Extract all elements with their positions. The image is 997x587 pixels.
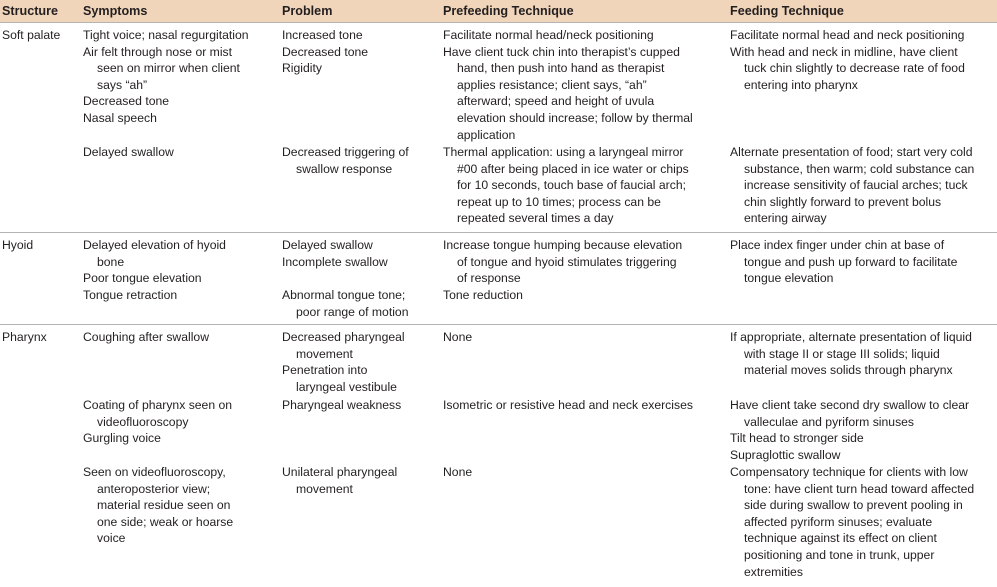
cell-line: of response xyxy=(457,271,521,286)
cell-line: laryngeal vestibule xyxy=(296,379,397,394)
cell-line: Decreased pharyngeal xyxy=(282,330,405,344)
cell-line: repeat up to 10 times; process can be xyxy=(457,194,661,209)
cell-line: with stage II or stage III solids; liquid xyxy=(744,346,940,361)
cell-line: Compensatory technique for clients with low xyxy=(730,465,968,479)
cell-line: tone: have client turn head toward affected xyxy=(744,481,975,496)
cell-line: Facilitate normal head and neck positioning xyxy=(730,28,965,42)
cell-line: Increased tone xyxy=(282,28,363,42)
cell-line: extremities xyxy=(744,564,803,579)
cell-line: Seen on videofluoroscopy, xyxy=(83,465,226,479)
cell-line: tongue elevation xyxy=(744,271,834,286)
cell-line: Tight voice; nasal regurgitation xyxy=(83,28,249,42)
header-prefeeding: Prefeeding Technique xyxy=(443,4,574,18)
cell-line: Facilitate normal head/neck positioning xyxy=(443,28,654,42)
cell-line: bone xyxy=(97,254,125,269)
cell-line: tuck chin slightly to decrease rate of food xyxy=(744,61,965,76)
cell-line: Tongue retraction xyxy=(83,287,178,302)
cell-line: Air felt through nose or mist xyxy=(83,44,233,59)
header-problem: Problem xyxy=(282,4,333,18)
cell-line: Penetration into xyxy=(282,363,368,378)
structure-label: Soft palate xyxy=(2,28,61,42)
cell-line: poor range of motion xyxy=(296,304,409,319)
cell-line: affected pyriform sinuses; evaluate xyxy=(744,514,933,529)
cell-line: application xyxy=(457,127,516,142)
cell-line: Alternate presentation of food; start very cold xyxy=(730,145,973,159)
cell-line: says “ah” xyxy=(97,77,148,92)
cell-line: Have client tuck chin into therapist’s cupped xyxy=(443,44,680,59)
cell-line: Tilt head to stronger side xyxy=(730,431,864,446)
structure-label: Hyoid xyxy=(2,238,34,252)
cell-line: Increase tongue humping because elevation xyxy=(443,238,683,252)
cell-line: #00 after being placed in ice water or chips xyxy=(457,161,689,176)
header-structure: Structure xyxy=(2,4,58,18)
structure-label: Pharynx xyxy=(2,330,47,344)
cell-line: Decreased triggering of xyxy=(282,145,409,159)
cell-line: of tongue and hyoid stimulates triggering xyxy=(457,254,677,269)
cell-line: Thermal application: using a laryngeal mirror xyxy=(443,145,684,159)
cell-line: chin slightly forward to prevent bolus xyxy=(744,194,942,209)
cell-line: applies resistance; client says, “ah” xyxy=(457,77,647,92)
cell-line: Decreased tone xyxy=(282,44,369,59)
cell-line: movement xyxy=(296,346,353,361)
cell-line: Coating of pharynx seen on xyxy=(83,398,233,412)
cell-line: material residue seen on xyxy=(97,498,231,513)
cell-line: one side; weak or hoarse xyxy=(97,514,234,529)
cell-line: movement xyxy=(296,481,353,496)
cell-line: Nasal speech xyxy=(83,111,157,125)
cell-line: voice xyxy=(97,531,126,546)
header-feeding: Feeding Technique xyxy=(730,4,844,18)
cell-line: increase sensitivity of faucial arches; tuck xyxy=(744,178,968,193)
cell-line: Abnormal tongue tone; xyxy=(282,288,406,302)
cell-line: substance, then warm; cold substance can xyxy=(744,161,975,176)
cell-line: Tone reduction xyxy=(443,288,523,302)
cell-line: Poor tongue elevation xyxy=(83,271,202,286)
cell-line: hand, then push into hand as therapist xyxy=(457,61,665,76)
cell-line: Delayed swallow xyxy=(83,145,174,159)
cell-line: None xyxy=(443,330,473,344)
cell-line: Have client take second dry swallow to clear xyxy=(730,398,970,412)
cell-line: Delayed swallow xyxy=(282,238,373,252)
cell-line: tongue and push up forward to facilitate xyxy=(744,254,958,269)
cell-line: anteroposterior view; xyxy=(97,481,211,496)
cell-line: afterward; speed and height of uvula xyxy=(457,94,655,109)
cell-line: Delayed elevation of hyoid xyxy=(83,238,226,252)
cell-line: for 10 seconds, touch base of faucial arch; xyxy=(457,178,686,193)
cell-line: videofluoroscopy xyxy=(97,414,189,429)
row-divider xyxy=(0,232,997,233)
cell-line: repeated several times a day xyxy=(457,211,614,226)
header-symptoms: Symptoms xyxy=(83,4,148,18)
cell-line: side during swallow to prevent pooling in xyxy=(744,498,963,513)
cell-line: If appropriate, alternate presentation of liquid xyxy=(730,330,972,344)
cell-line: seen on mirror when client xyxy=(97,61,240,76)
header-divider xyxy=(0,22,997,23)
cell-line: Supraglottic swallow xyxy=(730,447,841,462)
cell-line: material moves solids through pharynx xyxy=(744,363,953,378)
cell-line: swallow response xyxy=(296,161,393,176)
cell-line: elevation should increase; follow by thermal xyxy=(457,111,693,125)
cell-line: entering into pharynx xyxy=(744,77,858,92)
cell-line: Coughing after swallow xyxy=(83,330,210,344)
cell-line: technique against its effect on client xyxy=(744,531,937,546)
cell-line: Place index finger under chin at base of xyxy=(730,238,945,252)
cell-line: Incomplete swallow xyxy=(282,254,388,269)
cell-line: positioning and tone in trunk, upper xyxy=(744,548,935,562)
cell-line: With head and neck in midline, have client xyxy=(730,44,958,59)
row-divider xyxy=(0,324,997,325)
cell-line: Rigidity xyxy=(282,61,322,76)
cell-line: Gurgling voice xyxy=(83,431,161,446)
cell-line: Pharyngeal weakness xyxy=(282,398,402,412)
cell-line: entering airway xyxy=(744,211,827,226)
cell-line: None xyxy=(443,465,473,479)
cell-line: Unilateral pharyngeal xyxy=(282,465,398,479)
cell-line: Isometric or resistive head and neck exercises xyxy=(443,398,693,412)
cell-line: Decreased tone xyxy=(83,94,170,109)
cell-line: valleculae and pyriform sinuses xyxy=(744,414,915,429)
